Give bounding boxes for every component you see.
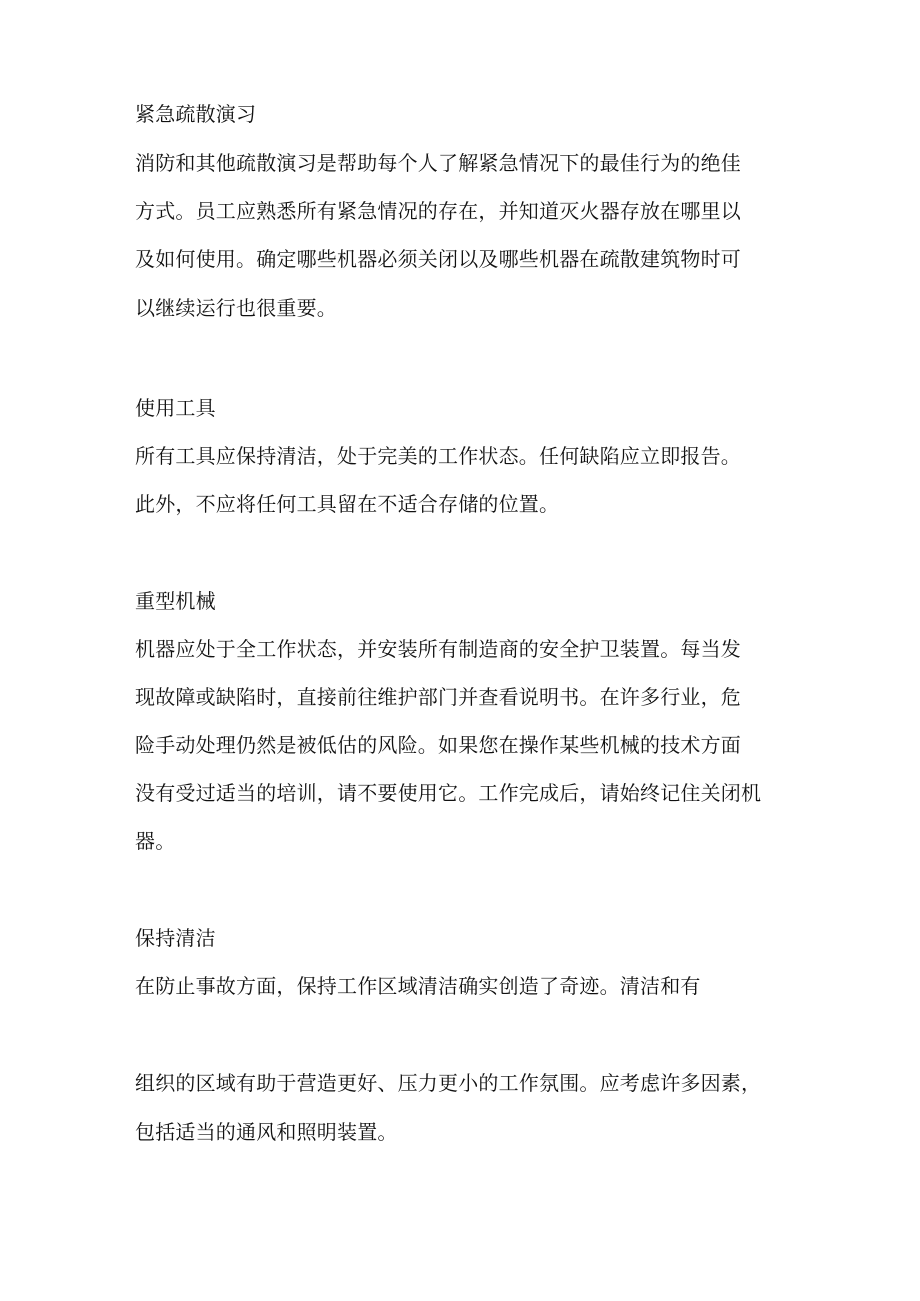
paragraph-line: 在防止事故方面，保持工作区域清洁确实创造了奇迹。清洁和有 xyxy=(135,974,701,998)
paragraph-line: 消防和其他疏散演习是帮助每个人了解紧急情况下的最佳行为的绝佳 xyxy=(135,151,741,175)
paragraph-line: 及如何使用。确定哪些机器必须关闭以及哪些机器在疏散建筑物时可 xyxy=(135,247,741,271)
paragraph-line: 方式。员工应熟悉所有紧急情况的存在，并知道灭火器存放在哪里以 xyxy=(135,199,741,223)
paragraph-line: 没有受过适当的培训，请不要使用它。工作完成后，请始终记住关闭机 xyxy=(135,781,762,805)
section-heading-heavy-machinery: 重型机械 xyxy=(135,589,216,613)
paragraph-line: 包括适当的通风和照明装置。 xyxy=(135,1120,398,1144)
paragraph-line: 险手动处理仍然是被低估的风险。如果您在操作某些机械的技术方面 xyxy=(135,733,741,757)
section-heading-keep-clean: 保持清洁 xyxy=(135,926,216,950)
section-heading-using-tools: 使用工具 xyxy=(135,396,216,420)
paragraph-line: 器。 xyxy=(135,829,176,853)
paragraph-line: 机器应处于全工作状态，并安装所有制造商的安全护卫装置。每当发 xyxy=(135,637,741,661)
section-heading-emergency-evacuation: 紧急疏散演习 xyxy=(135,102,257,126)
paragraph-line: 此外，不应将任何工具留在不适合存储的位置。 xyxy=(135,492,560,516)
paragraph-line: 所有工具应保持清洁，处于完美的工作状态。任何缺陷应立即报告。 xyxy=(135,444,741,468)
paragraph-line: 现故障或缺陷时，直接前往维护部门并查看说明书。在许多行业，危 xyxy=(135,685,741,709)
paragraph-line: 组织的区域有助于营造更好、压力更小的工作氛围。应考虑许多因素， xyxy=(135,1071,762,1095)
paragraph-line: 以继续运行也很重要。 xyxy=(135,296,337,320)
